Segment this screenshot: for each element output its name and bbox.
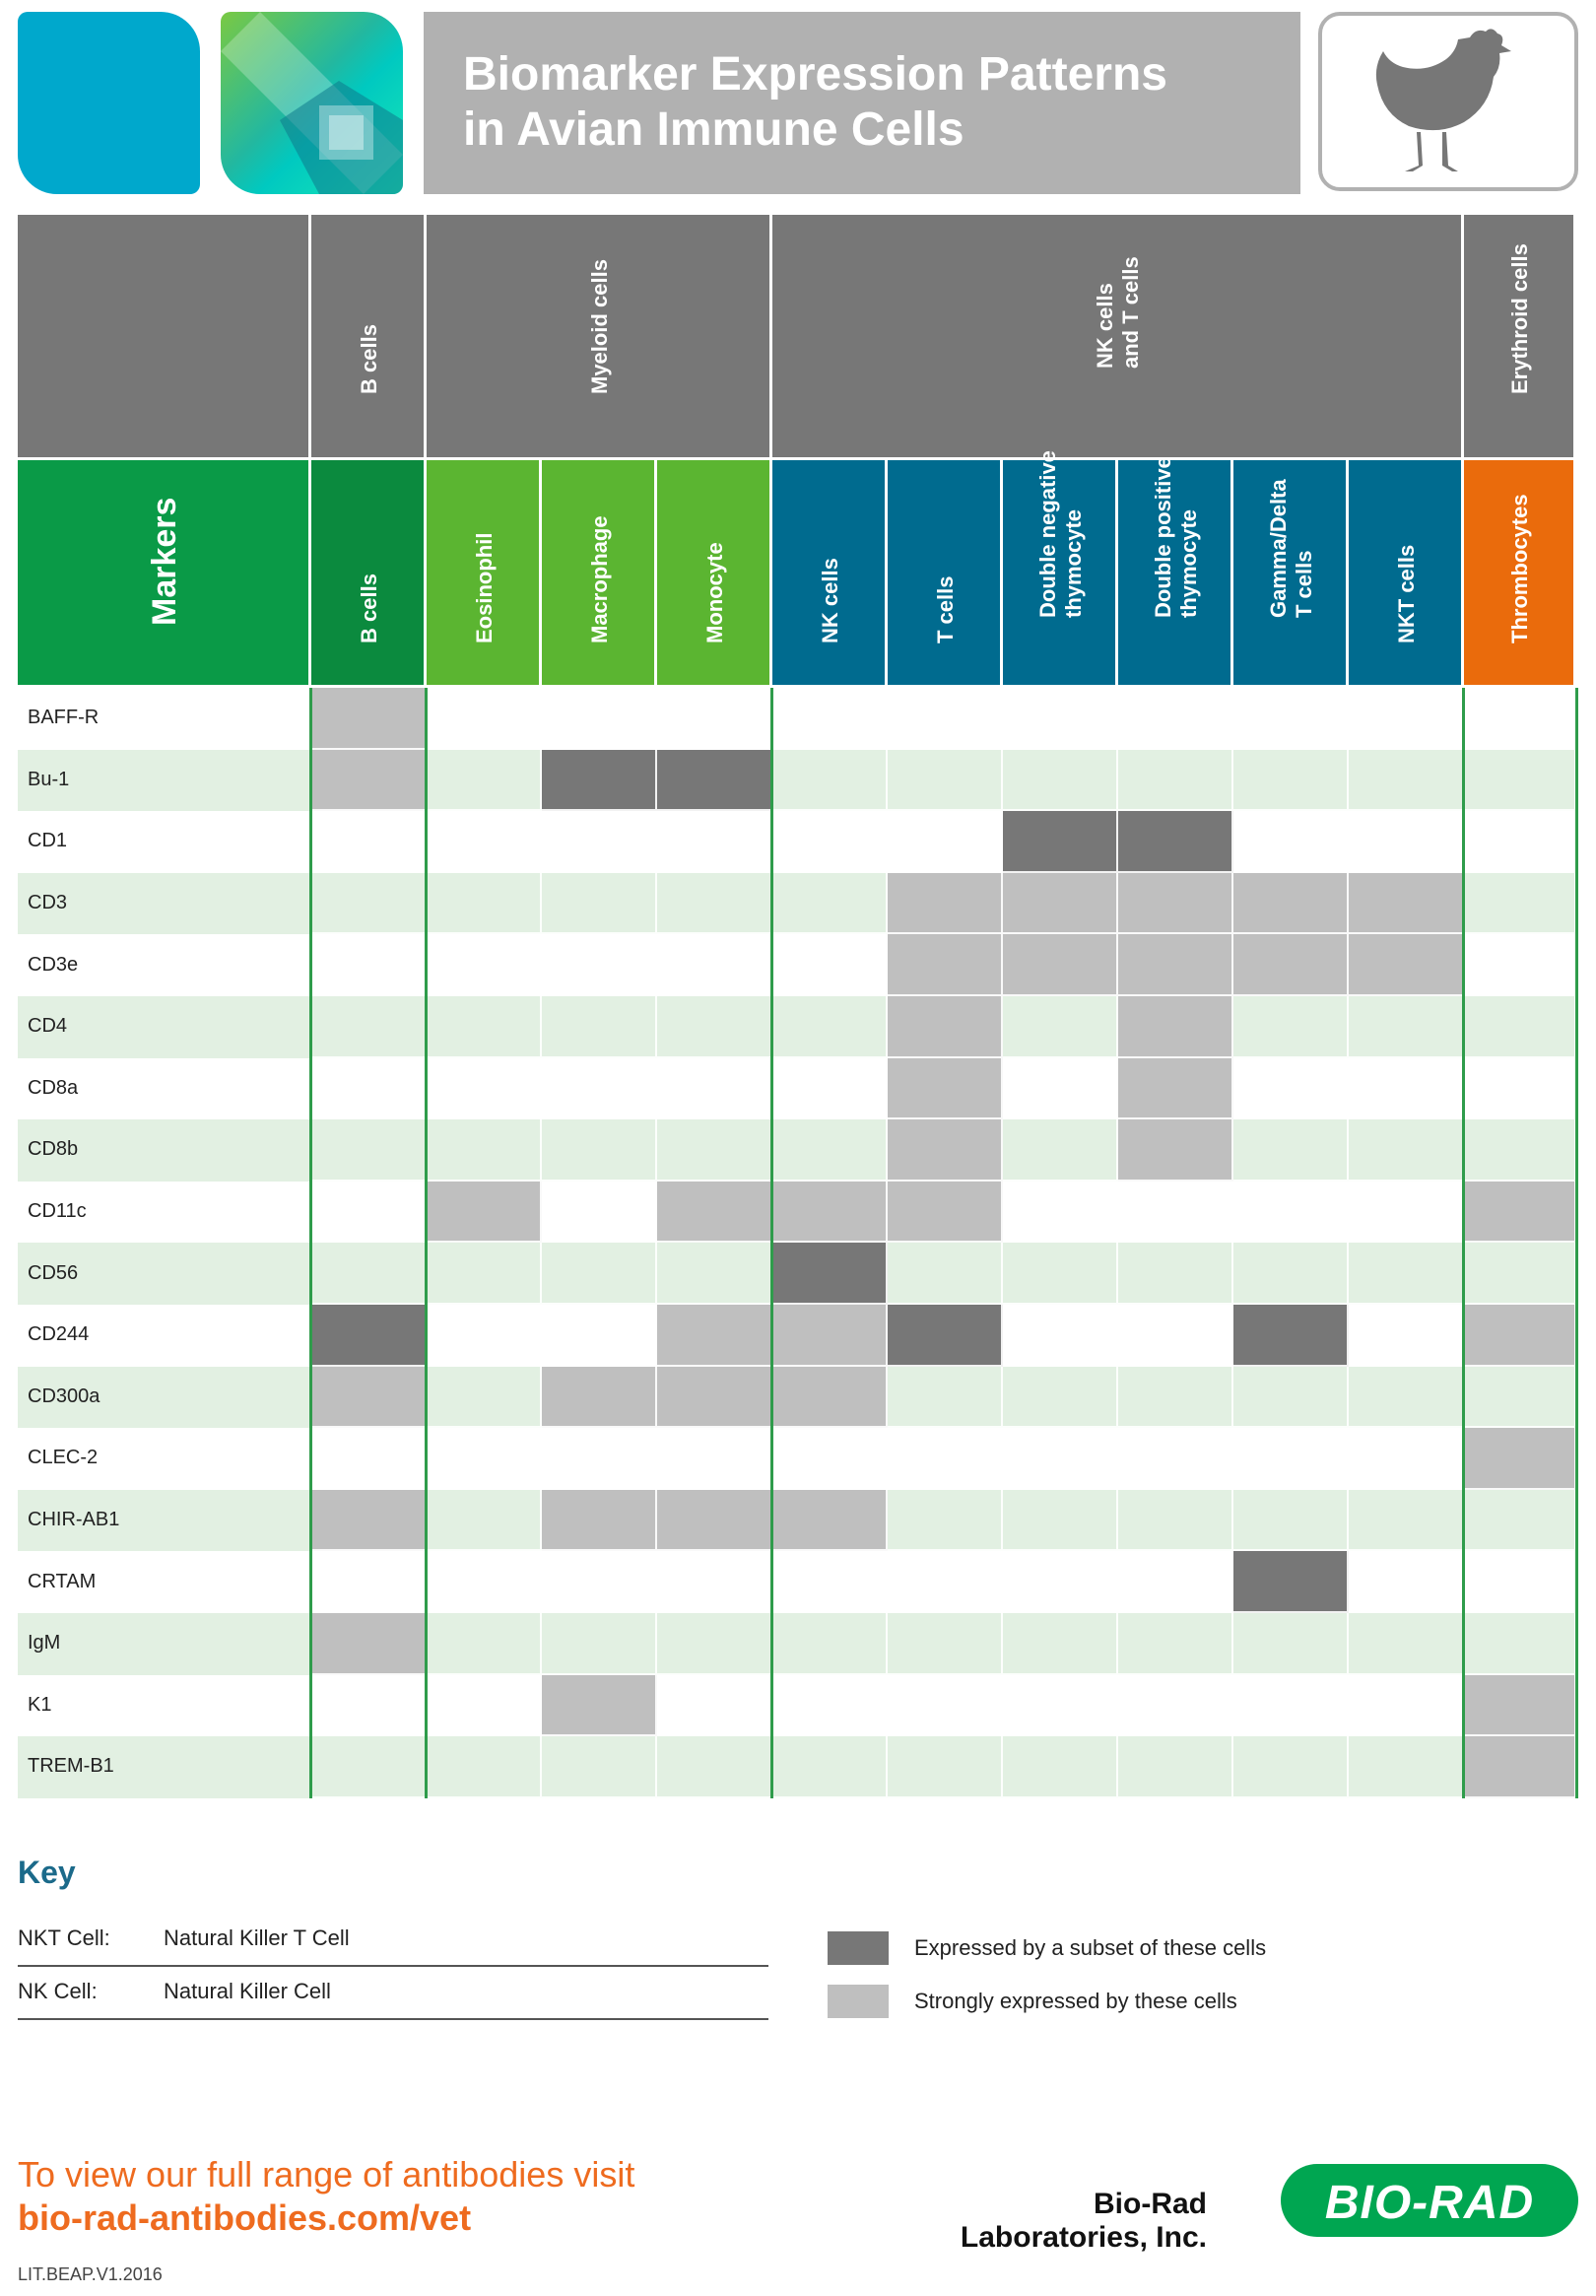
expression-cell xyxy=(542,1428,657,1490)
expression-cell xyxy=(1003,1367,1118,1429)
column-header xyxy=(1118,456,1233,685)
column-header xyxy=(772,460,888,685)
marker-label: BAFF-R xyxy=(28,707,100,729)
expression-cell xyxy=(1118,750,1233,812)
expression-cell xyxy=(1349,1428,1464,1490)
expression-cell xyxy=(1464,873,1576,935)
expression-cell xyxy=(311,1613,427,1675)
expression-cell xyxy=(427,1551,542,1613)
expression-cell xyxy=(1233,1058,1349,1120)
expression-cell xyxy=(542,1243,657,1305)
expression-cell xyxy=(1118,688,1233,750)
expression-cell xyxy=(1349,1736,1464,1798)
marker-label: K1 xyxy=(28,1693,52,1716)
expression-cell xyxy=(1464,1428,1576,1490)
expression-cell xyxy=(311,1243,427,1305)
expression-cell xyxy=(1003,1675,1118,1737)
expression-cell xyxy=(888,1058,1003,1120)
expression-cell xyxy=(888,1428,1003,1490)
expression-cell xyxy=(657,1182,772,1244)
expression-cell xyxy=(427,1675,542,1737)
expression-cell xyxy=(1233,1613,1349,1675)
expression-cell xyxy=(657,1428,772,1490)
key-definition-nk: Natural Killer Cell xyxy=(164,1979,331,2003)
column-header xyxy=(657,460,772,685)
expression-cell xyxy=(427,1367,542,1429)
expression-cell xyxy=(1003,1305,1118,1367)
legend-strong-swatch xyxy=(828,1985,889,2018)
marker-label: CD3e xyxy=(28,953,79,976)
column-header-label: Macrophage xyxy=(586,515,612,643)
expression-cell xyxy=(1349,1367,1464,1429)
expression-cell xyxy=(1118,1182,1233,1244)
column-header-label: Double positive thymocyte xyxy=(1150,456,1201,618)
expression-cell xyxy=(542,1675,657,1737)
expression-cell xyxy=(542,811,657,873)
expression-cell xyxy=(772,1428,888,1490)
expression-cell xyxy=(311,1675,427,1737)
expression-cell xyxy=(1118,1119,1233,1182)
company-line-2: Laboratories, Inc. xyxy=(960,2221,1207,2254)
expression-cell xyxy=(1233,811,1349,873)
expression-cell xyxy=(888,1675,1003,1737)
title-line-1: Biomarker Expression Patterns xyxy=(463,48,1167,101)
expression-cell xyxy=(1233,688,1349,750)
expression-cell xyxy=(542,1736,657,1798)
expression-cell xyxy=(427,1305,542,1367)
expression-cell xyxy=(542,1613,657,1675)
expression-cell xyxy=(657,1243,772,1305)
expression-cell xyxy=(311,688,427,750)
expression-cell xyxy=(1233,1428,1349,1490)
legend-subset-swatch xyxy=(828,1931,889,1965)
expression-cell xyxy=(427,1736,542,1798)
expression-cell xyxy=(1118,1367,1233,1429)
expression-cell xyxy=(1233,1182,1349,1244)
column-header-label: Eosinophil xyxy=(471,532,497,643)
marker-label: CD11c xyxy=(28,1200,87,1223)
expression-cell xyxy=(1349,1182,1464,1244)
legend-subset-label: Expressed by a subset of these cells xyxy=(914,1935,1267,1960)
expression-cell xyxy=(772,1675,888,1737)
column-header-label: NK cells xyxy=(817,558,842,643)
expression-cell xyxy=(542,1367,657,1429)
expression-cell xyxy=(311,1058,427,1120)
expression-cell xyxy=(772,934,888,996)
expression-cell xyxy=(1003,1613,1118,1675)
expression-cell xyxy=(1349,1613,1464,1675)
expression-cell xyxy=(1003,1058,1118,1120)
expression-cell xyxy=(1003,1551,1118,1613)
expression-cell xyxy=(1118,1675,1233,1737)
expression-cell xyxy=(311,1119,427,1182)
category-header-markers xyxy=(18,215,311,457)
expression-cell xyxy=(1349,1675,1464,1737)
group-divider xyxy=(309,688,312,1798)
category-header xyxy=(772,215,1464,457)
expression-cell xyxy=(427,688,542,750)
expression-cell xyxy=(772,1058,888,1120)
expression-cell xyxy=(542,1058,657,1120)
expression-cell xyxy=(1233,1305,1349,1367)
expression-cell xyxy=(542,1305,657,1367)
expression-cell xyxy=(1118,1613,1233,1675)
marker-label: CD3 xyxy=(28,892,68,914)
marker-label: Bu-1 xyxy=(28,768,70,790)
category-label: Erythroid cells xyxy=(1507,243,1532,394)
expression-cell xyxy=(1118,1551,1233,1613)
expression-cell xyxy=(1233,1551,1349,1613)
expression-cell xyxy=(311,1428,427,1490)
expression-cell xyxy=(1349,1490,1464,1552)
expression-cell xyxy=(1118,873,1233,935)
expression-cell xyxy=(542,873,657,935)
expression-cell xyxy=(1464,1736,1576,1798)
marker-label: TREM-B1 xyxy=(28,1755,114,1778)
expression-cell xyxy=(657,1058,772,1120)
expression-cell xyxy=(1118,1243,1233,1305)
expression-cell xyxy=(657,1367,772,1429)
expression-cell xyxy=(772,688,888,750)
bio-rad-logo xyxy=(1281,2164,1578,2237)
expression-cell xyxy=(311,1551,427,1613)
expression-cell xyxy=(1118,1428,1233,1490)
expression-cell xyxy=(772,811,888,873)
marker-label: CD4 xyxy=(28,1015,68,1038)
expression-cell xyxy=(1349,1119,1464,1182)
column-header xyxy=(311,460,427,685)
expression-cell xyxy=(772,1243,888,1305)
legend-strong-label: Strongly expressed by these cells xyxy=(914,1989,1237,2013)
expression-cell xyxy=(1349,1551,1464,1613)
expression-cell xyxy=(311,1182,427,1244)
expression-cell xyxy=(427,1428,542,1490)
group-divider xyxy=(770,688,773,1798)
expression-cell xyxy=(888,1551,1003,1613)
expression-cell xyxy=(427,1182,542,1244)
key-term-nkt: NKT Cell: xyxy=(18,1925,110,1950)
expression-cell xyxy=(1464,1613,1576,1675)
expression-cell xyxy=(1464,1058,1576,1120)
expression-cell xyxy=(1349,1058,1464,1120)
expression-cell xyxy=(657,1736,772,1798)
expression-cell xyxy=(427,873,542,935)
expression-cell xyxy=(772,1305,888,1367)
expression-cell xyxy=(542,1551,657,1613)
expression-cell xyxy=(1118,996,1233,1058)
group-divider xyxy=(1462,688,1465,1798)
expression-cell xyxy=(1233,1119,1349,1182)
expression-cell xyxy=(311,996,427,1058)
expression-cell xyxy=(1233,996,1349,1058)
expression-cell xyxy=(1349,811,1464,873)
category-label: NK cells and T cells xyxy=(1093,256,1143,369)
expression-cell xyxy=(542,1182,657,1244)
expression-cell xyxy=(772,1367,888,1429)
company-line-1: Bio-Rad xyxy=(1094,2188,1207,2220)
marker-label: CD244 xyxy=(28,1323,90,1346)
expression-cell xyxy=(772,1490,888,1552)
expression-cell xyxy=(1464,1119,1576,1182)
expression-cell xyxy=(772,750,888,812)
expression-cell xyxy=(888,873,1003,935)
column-header xyxy=(427,460,542,685)
expression-cell xyxy=(1464,1551,1576,1613)
group-divider xyxy=(1575,688,1578,1798)
category-header xyxy=(311,215,427,457)
expression-cell xyxy=(1003,1243,1118,1305)
expression-cell xyxy=(1349,688,1464,750)
expression-cell xyxy=(1349,873,1464,935)
expression-cell xyxy=(888,1119,1003,1182)
group-divider xyxy=(425,688,428,1798)
marker-label: CD8a xyxy=(28,1076,79,1099)
expression-cell xyxy=(427,934,542,996)
expression-cell xyxy=(1464,996,1576,1058)
cta-text: To view our full range of antibodies visit xyxy=(18,2154,635,2195)
expression-cell xyxy=(1003,934,1118,996)
expression-cell xyxy=(311,811,427,873)
marker-label: CD300a xyxy=(28,1384,100,1407)
expression-cell xyxy=(888,934,1003,996)
expression-cell xyxy=(1003,688,1118,750)
expression-cell xyxy=(542,996,657,1058)
expression-cell xyxy=(1003,750,1118,812)
expression-cell xyxy=(888,688,1003,750)
expression-cell xyxy=(1118,1490,1233,1552)
marker-label: CRTAM xyxy=(28,1570,97,1592)
expression-cell xyxy=(427,1058,542,1120)
column-header-label: Double negative thymocyte xyxy=(1034,450,1086,618)
expression-cell xyxy=(1349,750,1464,812)
key-divider xyxy=(18,2018,768,2020)
expression-cell xyxy=(427,1243,542,1305)
expression-cell xyxy=(1003,1736,1118,1798)
expression-cell xyxy=(1464,811,1576,873)
expression-cell xyxy=(657,1613,772,1675)
expression-cell xyxy=(772,996,888,1058)
expression-cell xyxy=(888,811,1003,873)
expression-cell xyxy=(657,873,772,935)
expression-cell xyxy=(311,1736,427,1798)
expression-cell xyxy=(1118,1058,1233,1120)
category-label: B cells xyxy=(356,324,381,394)
expression-cell xyxy=(427,811,542,873)
expression-cell xyxy=(657,1119,772,1182)
expression-cell xyxy=(1003,1119,1118,1182)
expression-cell xyxy=(888,1367,1003,1429)
expression-cell xyxy=(772,1182,888,1244)
expression-cell xyxy=(657,934,772,996)
expression-cell xyxy=(1464,1490,1576,1552)
expression-cell xyxy=(542,934,657,996)
expression-cell xyxy=(772,1551,888,1613)
expression-cell xyxy=(311,1305,427,1367)
expression-cell xyxy=(1003,1428,1118,1490)
expression-cell xyxy=(888,1613,1003,1675)
column-header-label: Monocyte xyxy=(701,542,727,643)
title-line-2: in Avian Immune Cells xyxy=(463,103,964,156)
expression-cell xyxy=(1464,1243,1576,1305)
expression-cell xyxy=(1464,1182,1576,1244)
column-header-label: NKT cells xyxy=(1393,544,1419,643)
expression-cell xyxy=(888,1490,1003,1552)
expression-cell xyxy=(1233,1367,1349,1429)
column-header xyxy=(1464,460,1576,685)
expression-cell xyxy=(1003,811,1118,873)
column-header xyxy=(1233,460,1349,685)
key-title: Key xyxy=(18,1855,76,1890)
expression-cell xyxy=(1464,934,1576,996)
expression-cell xyxy=(1118,1305,1233,1367)
expression-cell xyxy=(772,1613,888,1675)
expression-cell xyxy=(1233,934,1349,996)
company-name xyxy=(887,2188,1207,2255)
expression-cell xyxy=(542,688,657,750)
expression-cell xyxy=(772,1736,888,1798)
expression-cell xyxy=(657,811,772,873)
expression-cell xyxy=(542,1490,657,1552)
expression-cell xyxy=(657,996,772,1058)
expression-cell xyxy=(1233,1490,1349,1552)
markers-header xyxy=(18,460,311,685)
marker-label: CD1 xyxy=(28,830,68,852)
expression-cell xyxy=(1003,1182,1118,1244)
expression-cell xyxy=(1349,1243,1464,1305)
category-label: Myeloid cells xyxy=(586,259,612,394)
expression-cell xyxy=(657,1675,772,1737)
column-header xyxy=(1003,450,1118,685)
expression-cell xyxy=(888,996,1003,1058)
marker-label: CLEC-2 xyxy=(28,1447,99,1469)
category-header xyxy=(1464,215,1576,457)
expression-cell xyxy=(1118,811,1233,873)
expression-cell xyxy=(1349,1305,1464,1367)
column-header-label: Thrombocytes xyxy=(1507,494,1532,643)
bio-rad-logo-text: BIO-RAD xyxy=(1324,2177,1535,2229)
expression-cell xyxy=(1233,1675,1349,1737)
key-definition-nkt: Natural Killer T Cell xyxy=(164,1925,350,1950)
expression-cell xyxy=(311,1367,427,1429)
cta-link[interactable]: bio-rad-antibodies.com/vet xyxy=(18,2197,472,2238)
expression-cell xyxy=(311,1490,427,1552)
expression-cell xyxy=(888,1243,1003,1305)
marker-label: CHIR-AB1 xyxy=(28,1509,120,1531)
expression-cell xyxy=(1349,996,1464,1058)
key-term-nk: NK Cell: xyxy=(18,1979,98,2003)
expression-cell xyxy=(1003,873,1118,935)
expression-cell xyxy=(1003,1490,1118,1552)
category-header xyxy=(427,215,772,457)
expression-cell xyxy=(657,688,772,750)
expression-cell xyxy=(657,1305,772,1367)
literature-code: LIT.BEAP.V1.2016 xyxy=(18,2264,163,2284)
expression-cell xyxy=(427,1490,542,1552)
marker-label: CD56 xyxy=(28,1261,79,1284)
expression-cell xyxy=(427,1119,542,1182)
expression-cell xyxy=(657,750,772,812)
expression-cell xyxy=(1464,1675,1576,1737)
expression-cell xyxy=(427,1613,542,1675)
expression-cell xyxy=(1118,934,1233,996)
expression-cell xyxy=(1349,934,1464,996)
expression-cell xyxy=(311,873,427,935)
marker-label: IgM xyxy=(28,1632,61,1654)
markers-header-label: Markers xyxy=(146,497,183,626)
expression-cell xyxy=(427,750,542,812)
expression-cell xyxy=(888,1736,1003,1798)
expression-cell xyxy=(427,996,542,1058)
expression-cell xyxy=(888,1305,1003,1367)
expression-cell xyxy=(1233,1736,1349,1798)
expression-cell xyxy=(311,750,427,812)
expression-cell xyxy=(542,750,657,812)
column-header xyxy=(888,460,1003,685)
expression-cell xyxy=(772,873,888,935)
column-header xyxy=(1349,460,1464,685)
expression-cell xyxy=(542,1119,657,1182)
column-header xyxy=(542,460,657,685)
expression-cell xyxy=(772,1119,888,1182)
expression-cell xyxy=(1233,873,1349,935)
expression-cell xyxy=(1118,1736,1233,1798)
column-header-label: Gamma/Delta T cells xyxy=(1265,479,1316,618)
expression-cell xyxy=(1233,1243,1349,1305)
marker-label: CD8b xyxy=(28,1138,79,1161)
column-header-label: B cells xyxy=(356,574,381,643)
expression-cell xyxy=(311,934,427,996)
expression-cell xyxy=(888,750,1003,812)
expression-cell xyxy=(657,1551,772,1613)
expression-cell xyxy=(1003,996,1118,1058)
expression-cell xyxy=(1233,750,1349,812)
expression-cell xyxy=(1464,1305,1576,1367)
expression-cell xyxy=(1464,750,1576,812)
key-divider xyxy=(18,1965,768,1967)
expression-cell xyxy=(888,1182,1003,1244)
expression-cell xyxy=(1464,1367,1576,1429)
column-header-label: T cells xyxy=(932,575,958,643)
expression-cell xyxy=(1464,688,1576,750)
expression-cell xyxy=(657,1490,772,1552)
